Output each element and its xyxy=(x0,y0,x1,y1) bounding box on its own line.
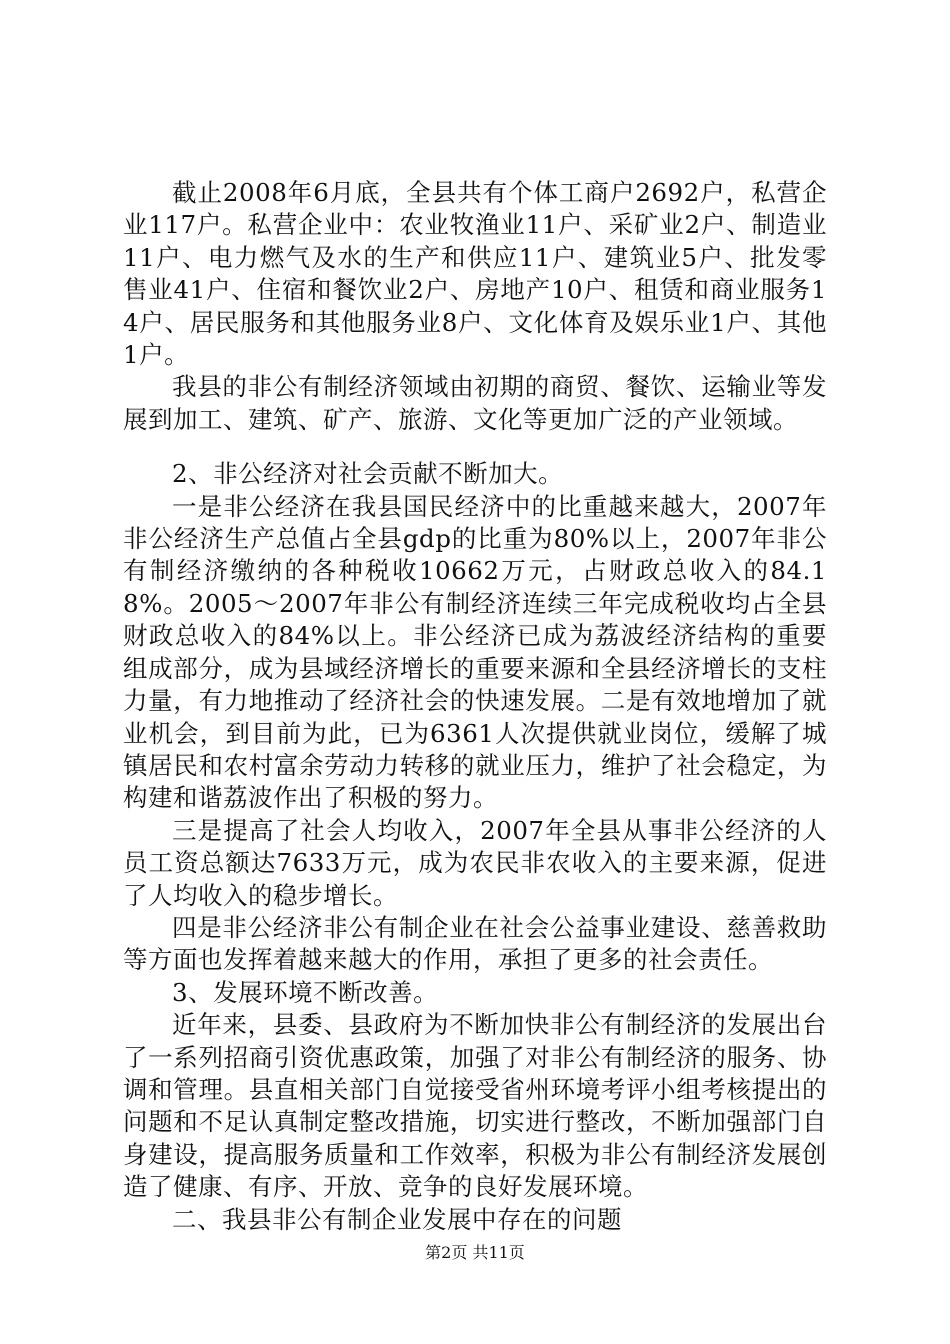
section-heading-problems: 二、我县非公有制企业发展中存在的问题 xyxy=(172,1204,622,1234)
document-body xyxy=(123,177,827,1236)
page-footer xyxy=(0,1243,950,1263)
paragraph-economic-fields: 我县的非公有制经济领域由初期的商贸、餐饮、运输业等发展到加工、建筑、矿产、旅游、文化等更加广泛的产业领域。 xyxy=(123,372,827,434)
paragraph-social-responsibility: 四是非公经济非公有制企业在社会公益事业建设、慈善救助等方面也发挥着越来越大的作用，承担了更多的社会责任。 xyxy=(123,912,827,975)
section-heading-environment: 3、发展环境不断改善。 xyxy=(172,977,439,1007)
paragraph-environment: 近年来，县委、县政府为不断加快非公有制经济的发展出台了一系列招商引资优惠政策，加强了对非公有制经济的服务、协调和管理。县直相关部门自觉接受省州环境考评小组考核提出的问题和不足认真制定整改措施，切实进行整改，不断加强部门自身建设，提高服务质量和工作效率，积极为非公有制经济发展创造了健康、有序、开放、竞争的良好发展环境。 xyxy=(123,1010,827,1202)
paragraph-economic-share: 一是非公经济在我县国民经济中的比重越来越大，2007年非公经济生产总值占全县gdp的比重为80%以上，2007年非公有制经济缴纳的各种税收10662万元，占财政总收入的84.18%。2005～2007年非公有制经济连续三年完成税收均占全县财政总收入的84%以上。非公经济已成为荔波经济结构的重要组成部分，成为县域经济增长的重要来源和全县经济增长的支柱力量，有力地推动了经济社会的快速发展。二是有效地增加了就业机会，到目前为此，已为6361人次提供就业岗位，缓解了城镇居民和农村富余劳动力转移的就业压力，维护了社会稳定，为构建和谐荔波作出了积极的努力。 xyxy=(123,491,827,813)
paragraph-income: 三是提高了社会人均收入，2007年全县从事非公经济的人员工资总额达7633万元，成为农民非农收入的主要来源，促进了人均收入的稳步增长。 xyxy=(123,815,827,910)
page-number: 第2页 共11页 xyxy=(425,1243,525,1262)
paragraph-enterprise-statistics: 截止2008年6月底，全县共有个体工商户2692户，私营企业117户。私营企业中：农业牧渔业11户、采矿业2户、制造业11户、电力燃气及水的生产和供应11户、建筑业5户、批发零售业41户、住宿和餐饮业2户、房地产10户、租赁和商业服务14户、居民服务和其他服务业8户、文化体育及娱乐业1户、其他1户。 xyxy=(123,178,827,370)
section-heading-social-contribution: 2、非公经济对社会贡献不断加大。 xyxy=(172,459,564,489)
